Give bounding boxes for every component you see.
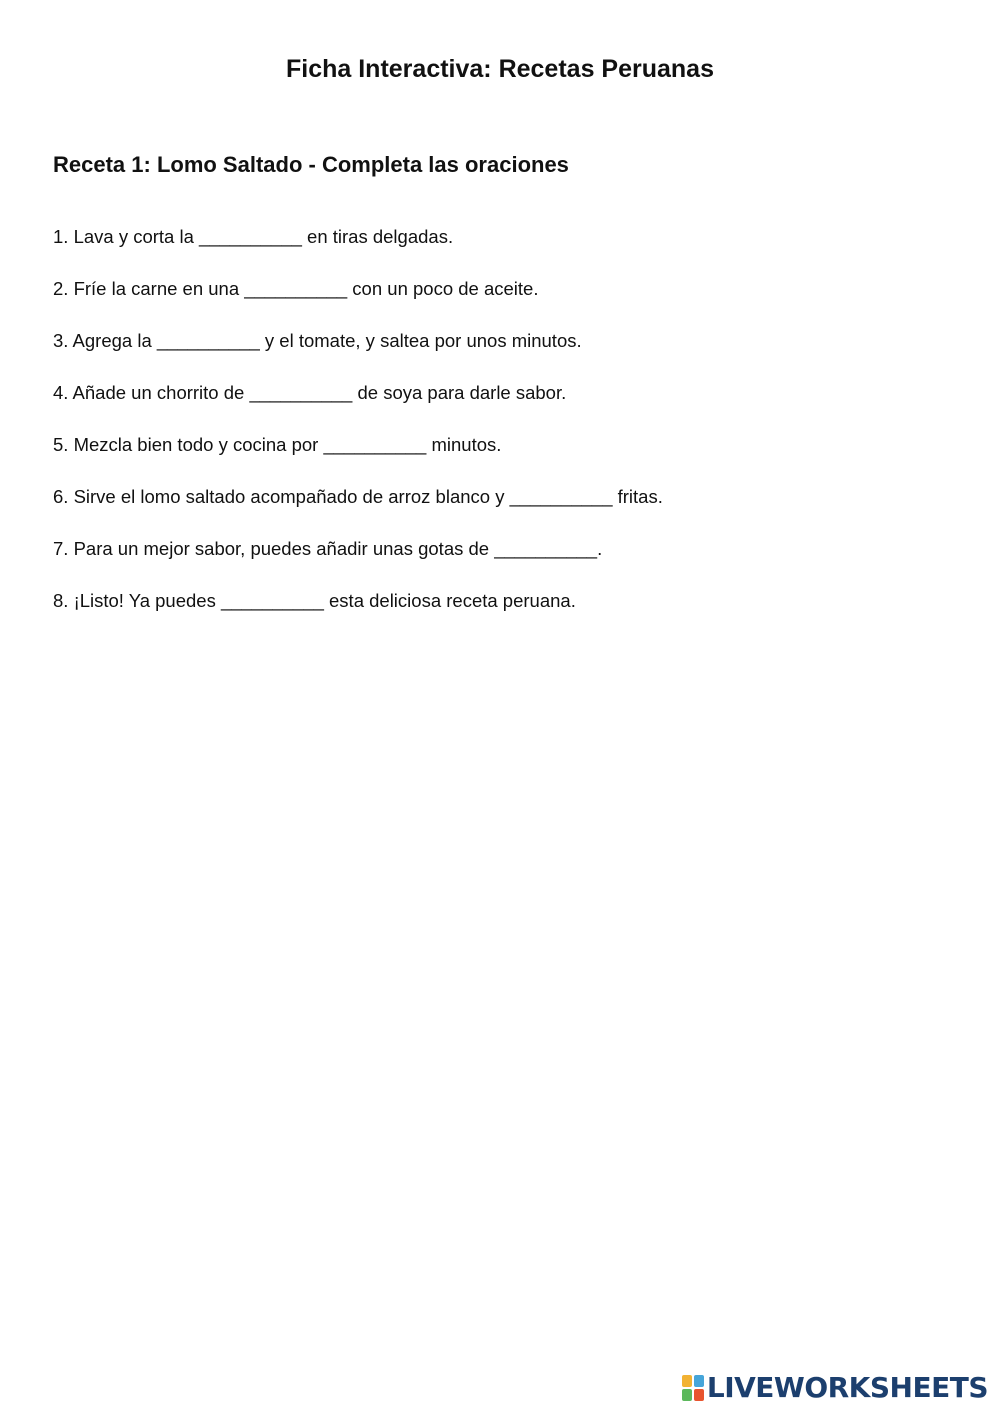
logo-text: LIVEWORKSHEETS bbox=[706, 1371, 988, 1404]
exercise-item: 7. Para un mejor sabor, puedes añadir unas gotas de __________. bbox=[53, 538, 603, 559]
section-title: Receta 1: Lomo Saltado - Completa las oraciones bbox=[53, 152, 569, 177]
exercise-item: 8. ¡Listo! Ya puedes __________ esta deliciosa receta peruana. bbox=[53, 590, 576, 611]
exercise-item: 6. Sirve el lomo saltado acompañado de arroz blanco y __________ fritas. bbox=[53, 486, 663, 507]
exercise-item: 3. Agrega la __________ y el tomate, y saltea por unos minutos. bbox=[53, 330, 582, 351]
exercise-item: 5. Mezcla bien todo y cocina por __________ minutos. bbox=[53, 434, 502, 455]
exercise-list bbox=[53, 224, 663, 640]
liveworksheets-logo bbox=[682, 1370, 988, 1406]
liveworksheets-logo-icon bbox=[682, 1375, 704, 1401]
exercise-item: 4. Añade un chorrito de __________ de soya para darle sabor. bbox=[53, 382, 567, 403]
page-title: Ficha Interactiva: Recetas Peruanas bbox=[286, 55, 714, 83]
exercise-item: 1. Lava y corta la __________ en tiras delgadas. bbox=[53, 226, 454, 247]
exercise-item: 2. Fríe la carne en una __________ con un poco de aceite. bbox=[53, 278, 539, 299]
